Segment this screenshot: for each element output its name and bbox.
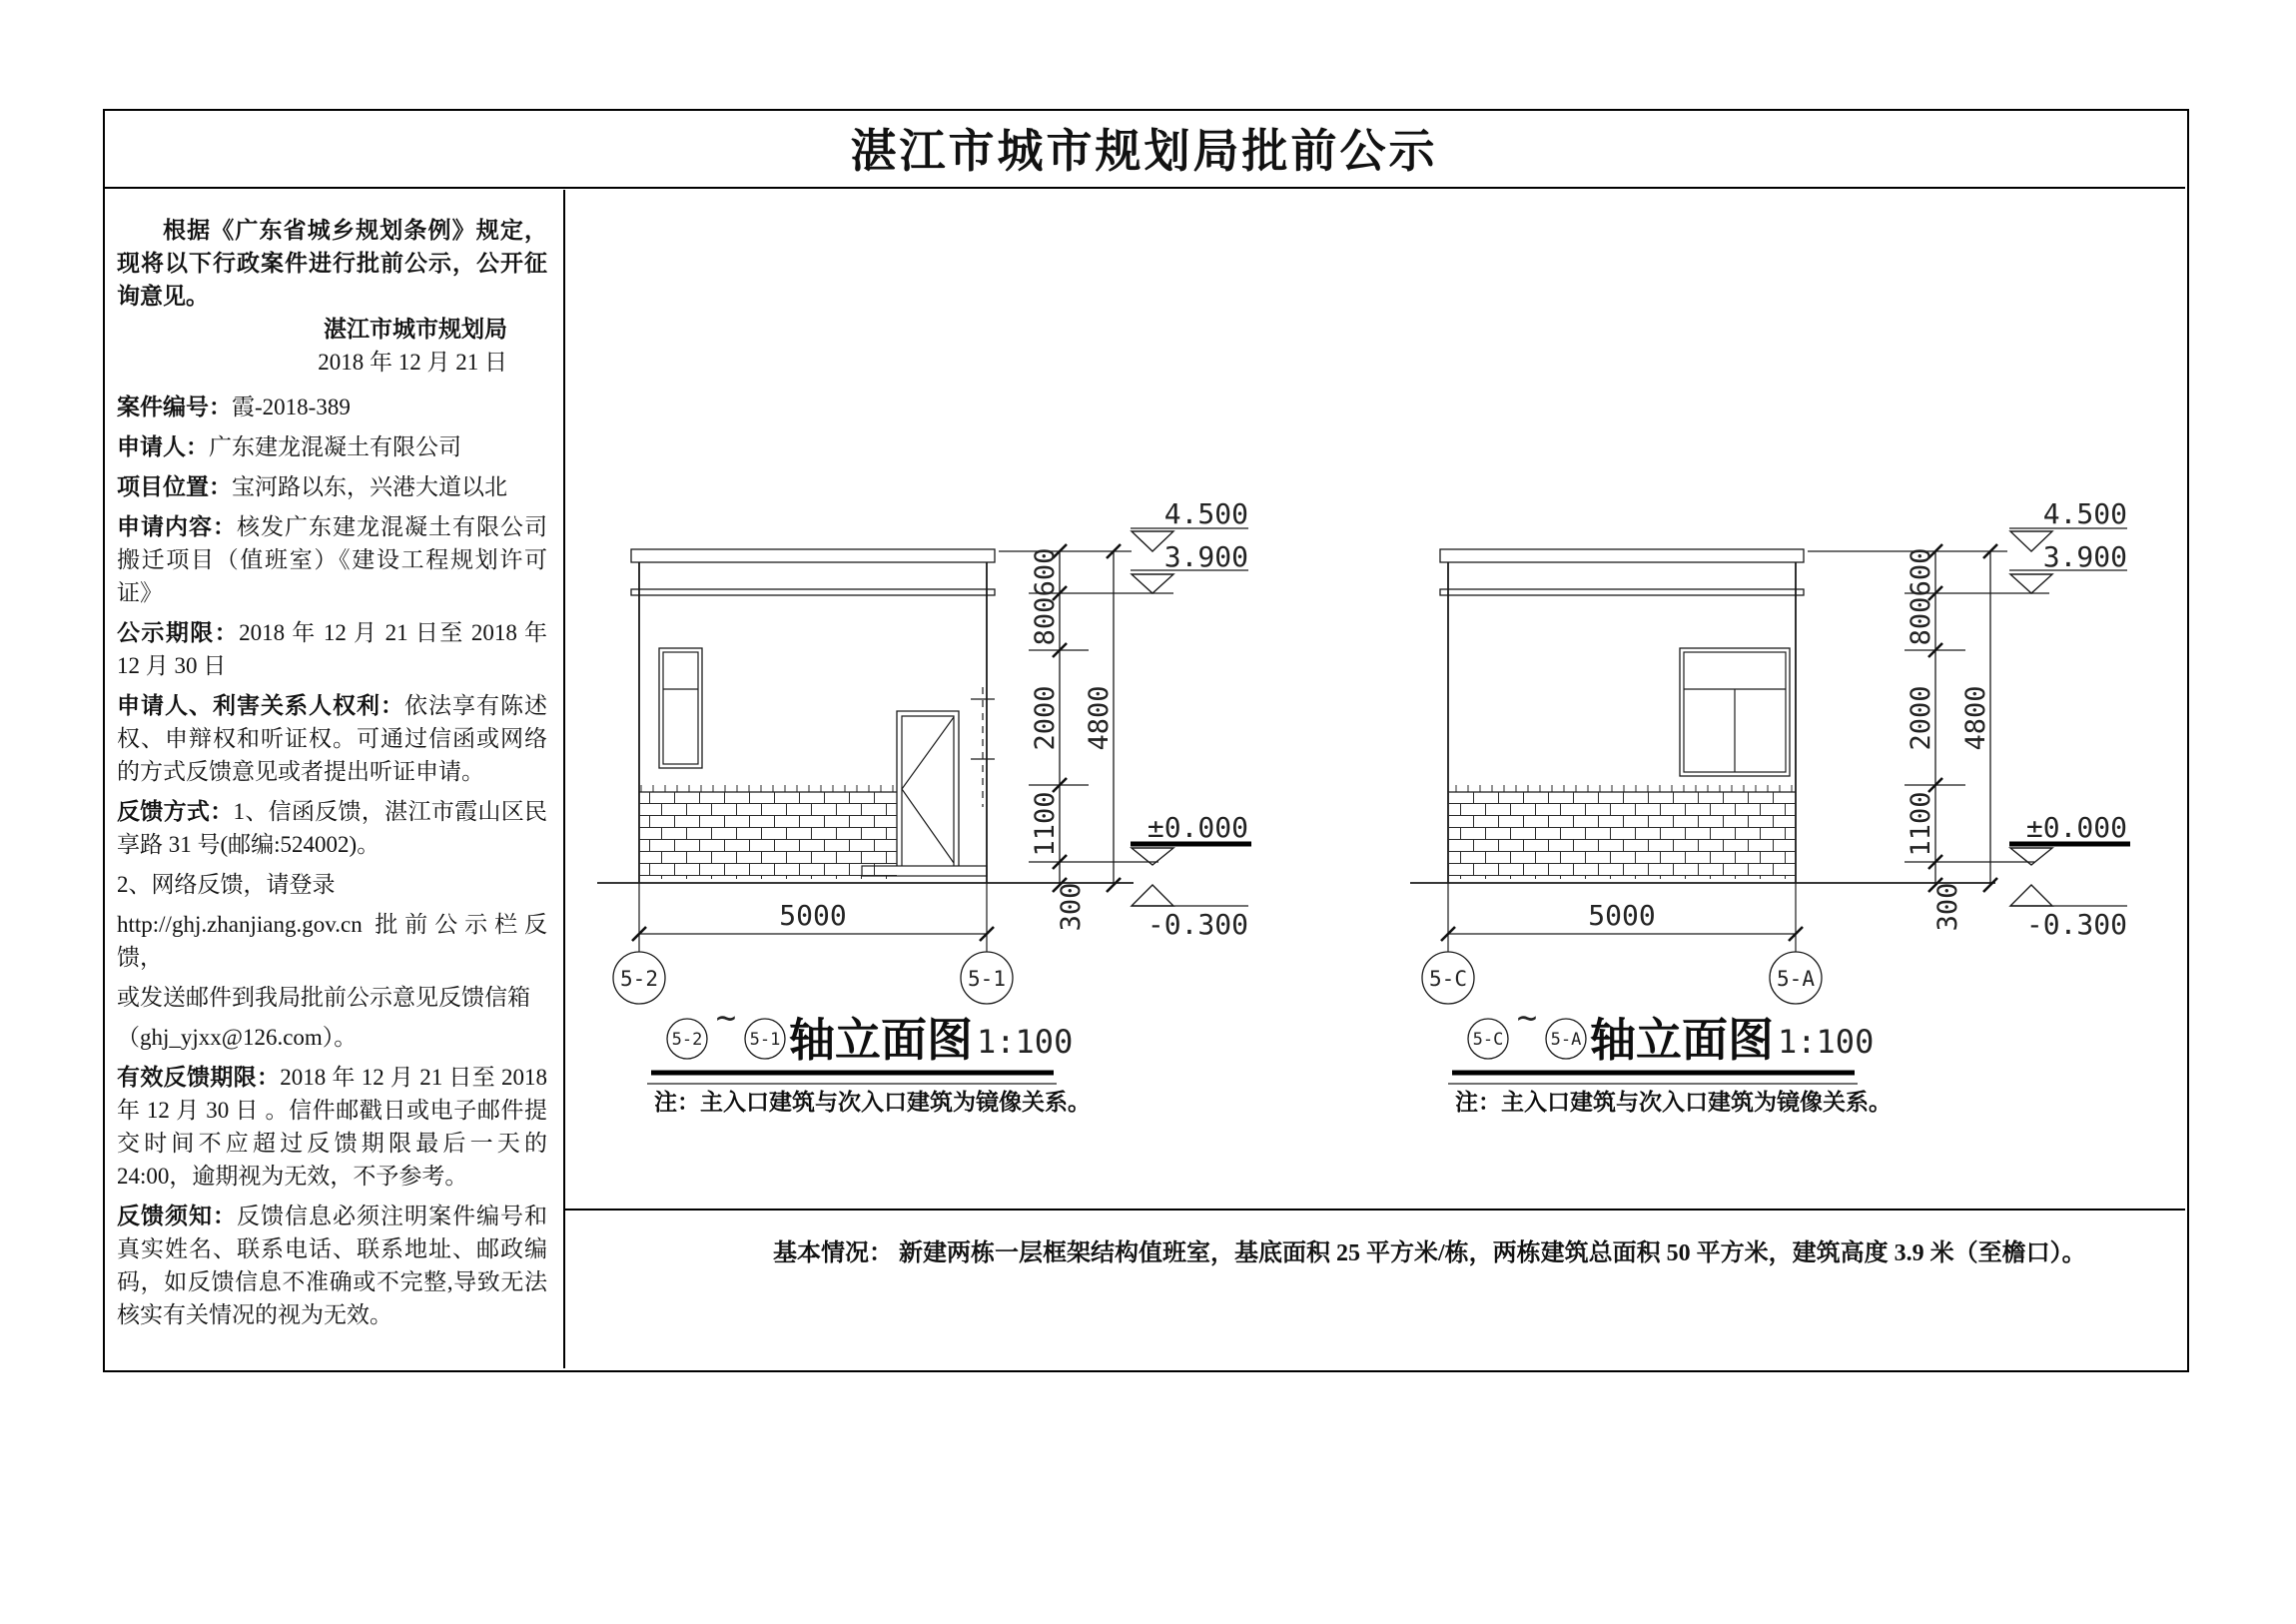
e1-roof-slab-line [631, 589, 995, 595]
e1-dashed-marks [971, 687, 995, 807]
title-band [103, 109, 2185, 189]
e1-level-3900 [1131, 540, 1248, 593]
e2-dim-300: 300 [1932, 882, 1963, 932]
svg-text:3.900: 3.900 [1163, 540, 1248, 573]
e2-title-axis-to: 5-A [1550, 1030, 1582, 1050]
notice-intro: 根据《广东省城乡规划条例》规定，现将以下行政案件进行批前公示，公开征询意见。 [117, 218, 547, 309]
e2-dim-5000: 5000 [1588, 899, 1656, 932]
axis-bubble-5-A [1770, 952, 1822, 1004]
e1-title-block [647, 998, 1091, 1115]
svg-text:5-C: 5-C [1429, 967, 1467, 991]
field-feedback-url: http://ghj.zhanjiang.gov.cn 批前公示栏反馈， [117, 912, 547, 970]
e2-title-tilde: ~ [1516, 998, 1538, 1038]
svg-text:5-A: 5-A [1777, 967, 1815, 991]
svg-text:±0.000: ±0.000 [2025, 811, 2127, 844]
field-rights: 申请人、利害关系人权利：依法享有陈述权、申辩权和听证权。可通过信函或网络的方式反馈意见或者提出听证申请。 [117, 693, 547, 784]
e1-door [897, 711, 959, 866]
e1-title-tilde: ~ [715, 998, 737, 1038]
e1-title-scale: 1:100 [977, 1023, 1074, 1061]
e1-dim-800: 800 [1030, 596, 1061, 646]
e2-dim-600: 600 [1906, 547, 1936, 597]
svg-text:4.500: 4.500 [2042, 497, 2127, 530]
field-case-no: 案件编号：霞-2018-389 [117, 395, 351, 419]
e2-level-0000 [2009, 811, 2130, 865]
e2-title-scale: 1:100 [1778, 1023, 1875, 1061]
axis-bubble-5-1 [961, 952, 1013, 1004]
axis-bubble-5-2 [613, 952, 665, 1004]
notice-text-panel [105, 190, 565, 1368]
e2-brick-hatch [1448, 785, 1796, 879]
e2-parapet-cap [1440, 549, 1804, 562]
e2-title-name: 轴立面图 [1590, 1015, 1774, 1066]
e2-dim-2000: 2000 [1906, 685, 1936, 751]
svg-text:±0.000: ±0.000 [1147, 811, 1248, 844]
e1-window [659, 648, 702, 768]
field-feedback-notes: 反馈须知：反馈信息必须注明案件编号和真实姓名、联系电话、联系地址、邮政编码，如反馈信息不准确或不完整,导致无法核实有关情况的视为无效。 [117, 1204, 547, 1327]
e2-dim-1100: 1100 [1906, 791, 1936, 857]
svg-text:-0.300: -0.300 [1147, 908, 1248, 941]
e2-title-axis-from: 5-C [1472, 1030, 1504, 1050]
e1-dim-4800: 4800 [1084, 685, 1115, 751]
page-title: 湛江市城市规划局批前公示 [850, 126, 1438, 177]
e1-dim-5000: 5000 [779, 899, 847, 932]
axis-bubble-5-C [1422, 952, 1474, 1004]
basic-info-label: 基本情况： [773, 1240, 893, 1266]
e2-width-dimension [1441, 883, 1803, 952]
e1-level-minus0300 [1132, 885, 1248, 941]
e1-dim-600: 600 [1030, 547, 1061, 597]
svg-text:3.900: 3.900 [2042, 540, 2127, 573]
e1-brick-hatch [639, 785, 897, 879]
field-feedback-email-line: 或发送邮件到我局批前公示意见反馈信箱 [117, 985, 530, 1010]
e2-dim-800: 800 [1906, 596, 1936, 646]
e2-dim-chain [1808, 544, 2049, 931]
e2-title-block [1448, 998, 1892, 1115]
e2-level-3900 [2009, 540, 2127, 593]
elevation-2-drawing [1410, 497, 2130, 1115]
e2-dim-4800: 4800 [1960, 685, 1991, 751]
e1-dim-1100: 1100 [1030, 791, 1061, 857]
field-period: 公示期限：2018 年 12 月 21 日至 2018 年 12 月 30 日 [117, 620, 547, 678]
e1-dim-300: 300 [1056, 882, 1087, 932]
e2-level-minus0300 [2010, 885, 2127, 941]
field-feedback-mail: 反馈方式：1、信函反馈，湛江市霞山区民享路 31 号(邮编:524002)。 [117, 799, 548, 857]
field-feedback-web: 2、网络反馈，请登录 [117, 872, 336, 897]
elevation-1-drawing [597, 497, 1251, 1115]
svg-text:5-2: 5-2 [620, 967, 658, 991]
e2-roof-slab-line [1440, 589, 1804, 595]
field-location: 项目位置：宝河路以东，兴港大道以北 [117, 474, 507, 499]
e1-dim-2000: 2000 [1030, 685, 1061, 751]
e1-parapet-cap [631, 549, 995, 562]
e1-width-dimension [632, 883, 994, 952]
e2-window [1680, 648, 1790, 776]
field-content: 申请内容：核发广东建龙混凝土有限公司搬迁项目（值班室）《建设工程规划许可证》 [117, 514, 547, 605]
e1-title-name: 轴立面图 [789, 1015, 973, 1066]
field-feedback-email: （ghj_yjxx@126.com）。 [117, 1025, 358, 1050]
e1-title-axis-from: 5-2 [671, 1030, 703, 1050]
e1-note: 注：主入口建筑与次入口建筑为镜像关系。 [654, 1090, 1091, 1115]
e1-dim-chain [999, 544, 1173, 931]
e2-note: 注：主入口建筑与次入口建筑为镜像关系。 [1455, 1090, 1892, 1115]
e1-level-0000 [1131, 811, 1251, 865]
field-applicant: 申请人：广东建龙混凝土有限公司 [117, 434, 461, 459]
svg-text:4.500: 4.500 [1163, 497, 1248, 530]
elevation-drawings [565, 189, 2187, 1209]
basic-info-strip [565, 1209, 2185, 1368]
notice-issuer: 湛江市城市规划局 [324, 317, 507, 342]
basic-info-text: 新建两栋一层框架结构值班室，基底面积 25 平方米/栋，两栋建筑总面积 50 平方米，建筑高度 3.9 米（至檐口）。 [899, 1240, 2086, 1266]
svg-text:5-1: 5-1 [968, 967, 1006, 991]
svg-text:-0.300: -0.300 [2025, 908, 2127, 941]
notice-date: 2018 年 12 月 21 日 [318, 350, 507, 375]
e1-title-axis-to: 5-1 [749, 1030, 781, 1050]
field-valid-period: 有效反馈期限：2018 年 12 月 21 日至 2018 年 12 月 30 日 。信件邮戳日或电子邮件提交时间不应超过反馈期限最后一天的 24:00，逾期视为无效，不予参考。 [117, 1065, 548, 1189]
